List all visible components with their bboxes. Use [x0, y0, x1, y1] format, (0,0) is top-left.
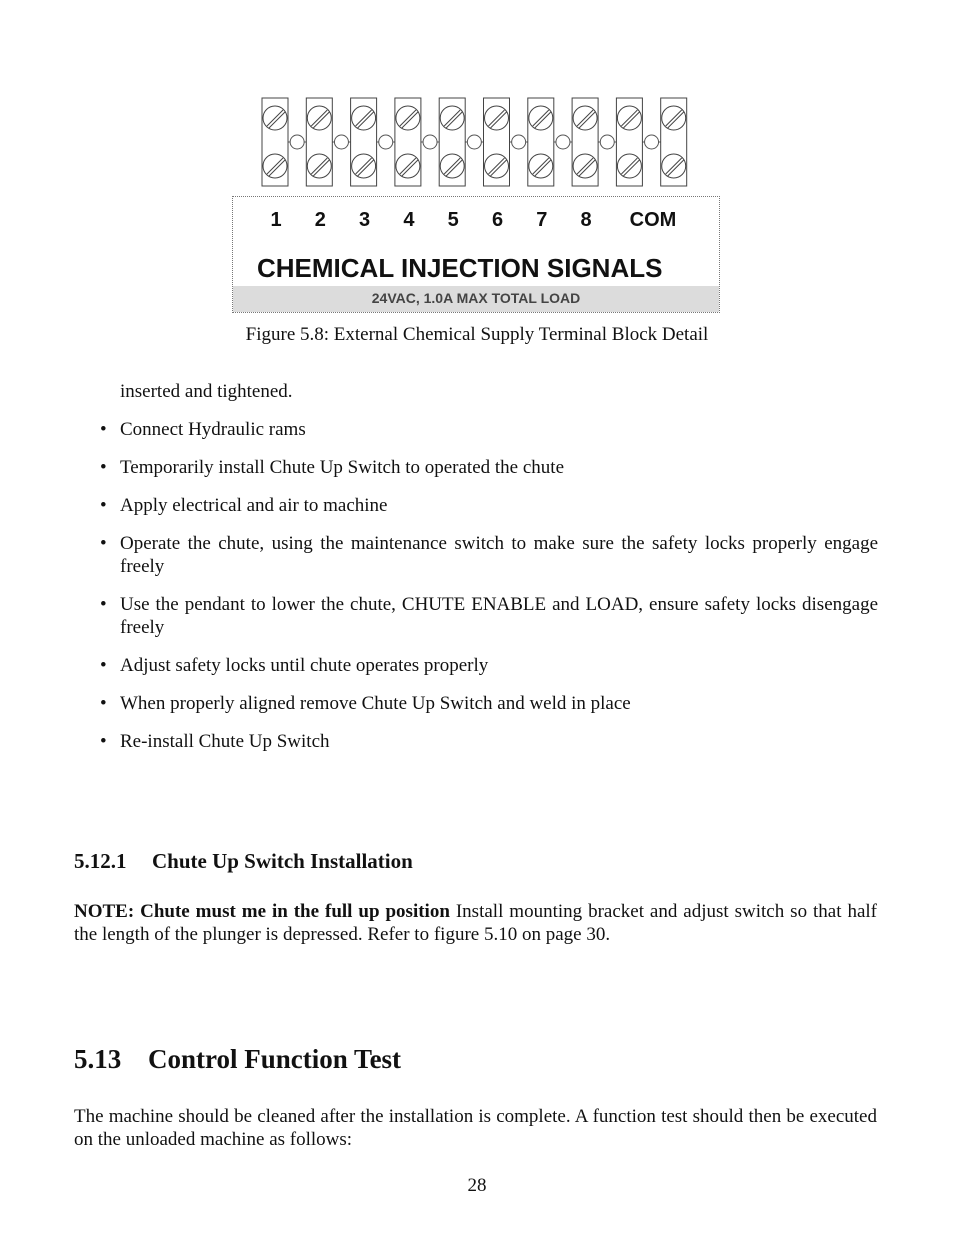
mounting-hole — [512, 135, 526, 149]
list-item — [100, 494, 878, 517]
list-item — [100, 692, 878, 715]
bullet-icon: • — [100, 655, 107, 676]
bullet-icon: • — [100, 731, 107, 752]
note-body: Install mounting bracket and adjust switch so that half the length of the plunger is depressed. Refer to figure 5.10 on page 30. — [74, 901, 877, 945]
terminal-block-diagram — [232, 96, 720, 188]
list-item-text: Operate the chute, using the maintenance switch to make sure the safety locks properly engage freely — [120, 533, 878, 577]
bullet-icon: • — [100, 594, 107, 615]
list-item-text: Adjust safety locks until chute operates properly — [120, 655, 489, 676]
bullet-icon: • — [100, 533, 107, 554]
page-number: 28 — [467, 1175, 487, 1196]
terminal-number-label: 6 — [491, 209, 504, 231]
list-item-text: Use the pendant to lower the chute, CHUTE ENABLE and LOAD, ensure safety locks disengage freely — [120, 594, 878, 638]
panel-title: CHEMICAL INJECTION SIGNALS — [257, 253, 663, 283]
bullet-icon: • — [100, 495, 107, 516]
section-title: Control Function Test — [148, 1044, 402, 1074]
list-item — [100, 654, 878, 677]
mounting-hole — [645, 135, 659, 149]
terminal-block-figure — [232, 96, 720, 314]
mounting-hole — [334, 135, 348, 149]
terminal-number-label: 2 — [314, 209, 326, 231]
terminal-number-label: 1 — [270, 209, 282, 231]
mounting-hole — [379, 135, 393, 149]
list-item — [100, 532, 878, 578]
procedure-list — [100, 418, 878, 768]
list-item — [100, 456, 878, 479]
list-item-text: Connect Hydraulic rams — [120, 419, 306, 440]
bullet-icon: • — [100, 419, 107, 440]
mounting-hole — [290, 135, 304, 149]
section-heading — [74, 1043, 401, 1075]
terminal-number-label: 8 — [580, 209, 592, 231]
terminal-label-panel — [232, 196, 720, 313]
list-item-text: Re-install Chute Up Switch — [120, 731, 330, 752]
section-number: 5.13 — [74, 1044, 122, 1074]
list-item-text: Temporarily install Chute Up Switch to operated the chute — [120, 457, 565, 478]
list-item-text: Apply electrical and air to machine — [120, 495, 388, 516]
terminal-number-label: 3 — [359, 209, 371, 231]
subsection-heading — [74, 850, 413, 873]
mounting-hole — [467, 135, 481, 149]
list-item — [100, 730, 878, 753]
mounting-hole — [423, 135, 437, 149]
note-paragraph — [74, 900, 877, 946]
paragraph-continuation: inserted and tightened. — [120, 381, 293, 402]
panel-load-rating: 24VAC, 1.0A MAX TOTAL LOAD — [233, 286, 719, 312]
list-item — [100, 593, 878, 639]
body-paragraph: The machine should be cleaned after the installation is complete. A function test should then be executed on the unloaded machine as follows: — [74, 1106, 877, 1150]
bullet-icon: • — [100, 457, 107, 478]
list-item-text: When properly aligned remove Chute Up Switch and weld in place — [120, 693, 631, 714]
subsection-number: 5.12.1 — [74, 849, 127, 873]
terminal-number-label: 5 — [447, 209, 459, 231]
terminal-number-label: 4 — [403, 209, 415, 231]
terminal-number-label: 7 — [536, 209, 548, 231]
note-label: NOTE: Chute must me in the full up position — [74, 901, 450, 922]
figure-caption: Figure 5.8: External Chemical Supply Terminal Block Detail — [245, 324, 709, 345]
mounting-hole — [600, 135, 614, 149]
subsection-title: Chute Up Switch Installation — [152, 849, 413, 873]
mounting-hole — [556, 135, 570, 149]
terminal-number-label: COM — [629, 209, 677, 231]
list-item — [100, 418, 878, 441]
bullet-icon: • — [100, 693, 107, 714]
